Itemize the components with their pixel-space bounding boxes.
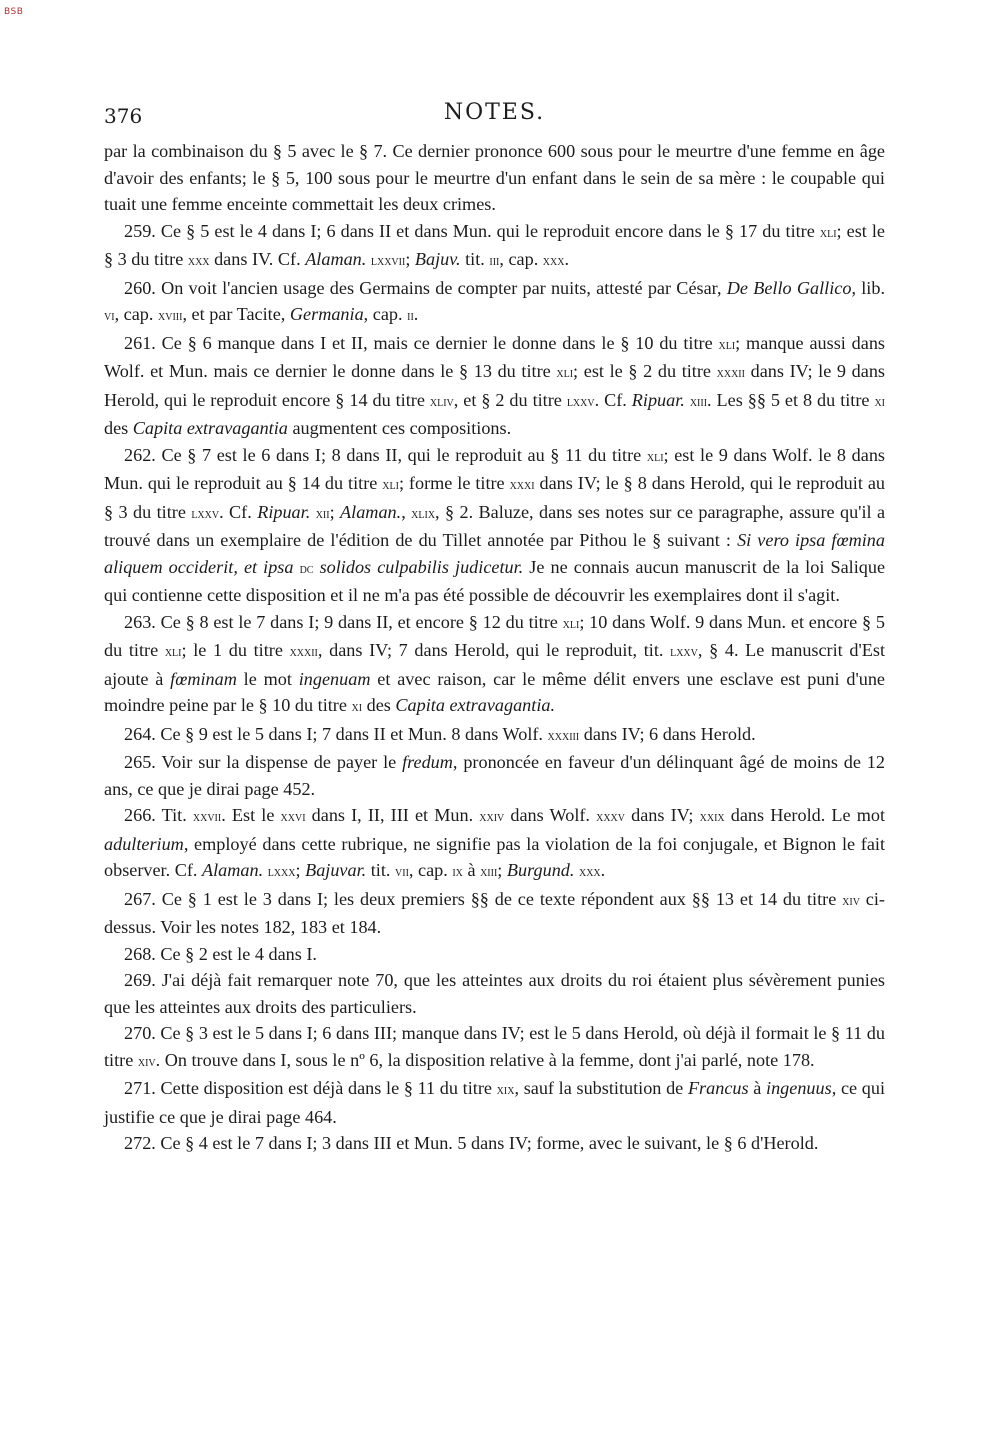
italic-text: Ripuar. — [631, 389, 685, 410]
italic-text: Bajuvar. — [305, 860, 367, 880]
small-caps-text: xxx — [578, 864, 601, 880]
note-text: ci-dessus. Voir les notes 182, 183 et 184. — [104, 888, 885, 937]
small-caps-text: xxx — [187, 253, 210, 269]
note-text: , cap. — [408, 860, 453, 880]
small-caps-text: xli — [382, 477, 399, 493]
note-text: le mot — [236, 668, 299, 689]
note-text: ; — [405, 249, 415, 269]
note-text: , sauf la substitution de — [514, 1078, 688, 1098]
italic-text: Capita extravagantia. — [395, 695, 556, 715]
note-text: ; est le § 2 du titre — [573, 361, 717, 381]
small-caps-text: lxxv — [670, 644, 698, 660]
note-paragraph — [104, 1130, 885, 1157]
small-caps-text: lxxvii — [370, 253, 406, 269]
italic-text: fœminam — [170, 668, 237, 689]
small-caps-text: xxxv — [596, 809, 625, 825]
note-text: , lib. — [851, 277, 885, 298]
small-caps-text: xxxii — [716, 365, 745, 381]
small-caps-text: xxvii — [192, 809, 222, 825]
library-watermark: BSB — [4, 7, 24, 17]
small-caps-text: ix — [452, 864, 463, 880]
small-caps-text: xix — [496, 1082, 515, 1098]
italic-text: adulterium — [104, 833, 184, 854]
note-text: ; — [497, 860, 507, 880]
italic-text: Francus — [687, 1078, 749, 1098]
small-caps-text: xli — [646, 448, 664, 465]
book-page — [104, 98, 885, 1157]
small-caps-text: xviii — [158, 308, 183, 324]
note-text: dans IV; le 9 dans Herold, qui le reproduit encore § 14 du titre — [104, 361, 886, 410]
note-text: 265. Voir sur la dispense de payer le — [124, 752, 403, 772]
page-number: 376 — [104, 104, 143, 128]
small-caps-text: xii — [315, 505, 330, 522]
note-text: . Est le — [221, 805, 281, 825]
note-text: Je ne connais aucun manuscrit de la loi Salique qui contienne cette disposition et il ne m'a pas été possible de découvrir les exemplaires dont il s'agit. — [104, 556, 886, 605]
note-text: 264. Ce § 9 est le 5 dans I; 7 dans II et Mun. 8 dans Wolf. — [124, 723, 548, 744]
italic-text: Alaman. — [202, 860, 264, 880]
note-text: 271. Cette disposition est déjà dans le § 11 du titre — [124, 1078, 497, 1098]
note-paragraph — [104, 1020, 885, 1075]
note-paragraph — [104, 721, 885, 750]
note-text: ; est le § 3 du titre — [104, 220, 886, 269]
note-text: des — [104, 418, 133, 438]
note-text: . Cf. — [219, 501, 258, 522]
note-text: dans Herold. Le mot — [724, 805, 886, 825]
note-text: par la combinaison du § 5 avec le § 7. Ce dernier prononce 600 sous pour le meurtre d'une femme en âge d'avoir des enfants; le § 5, 100 sous pour le meurtre d'un enfant dans le sein de sa mère : le coupable qui tuait une femme enceinte commettait les deux crimes. — [104, 141, 885, 214]
note-text: . — [600, 860, 606, 880]
italic-text: Ripuar. — [257, 501, 311, 522]
note-paragraph — [104, 967, 885, 1020]
small-caps-text: xxxi — [509, 477, 535, 493]
small-caps-text: xliv — [429, 393, 454, 410]
note-text: augmentent ces compositions. — [287, 418, 512, 438]
note-text: 267. Ce § 1 est le 3 dans I; les deux premiers §§ de ce texte répondent aux §§ 13 et 14 du titre — [124, 888, 843, 909]
note-paragraph — [104, 609, 885, 721]
small-caps-text: lxxx — [267, 864, 296, 880]
note-text: . Cf. — [594, 389, 632, 410]
small-caps-text: xi — [351, 699, 363, 715]
note-text: , et par Tacite, — [182, 304, 290, 324]
italic-text: Si vero ipsa fœmina aliquem occiderit, et ipsa — [104, 530, 885, 577]
page-header — [104, 98, 885, 138]
note-text: tit. — [366, 860, 396, 880]
small-caps-text: xiv — [137, 1053, 156, 1070]
running-title: NOTES. — [443, 100, 546, 125]
note-text: des — [362, 695, 396, 715]
note-text: , dans IV; 7 dans Herold, qui le reproduit, tit. — [317, 640, 671, 660]
small-caps-text: xiii — [689, 393, 708, 410]
note-paragraph — [104, 218, 885, 275]
italic-text: Capita extravagantia — [132, 418, 288, 438]
small-caps-text: xxxii — [289, 644, 318, 660]
note-text: dans I, II, III et Mun. — [305, 805, 480, 825]
note-text: . — [413, 304, 419, 324]
notes-body — [104, 138, 885, 1157]
note-text: à — [462, 860, 481, 880]
note-text: dans IV. Cf. — [209, 249, 306, 269]
note-text: dans IV; le § 8 dans Herold, qui le reproduit au § 3 du titre — [104, 473, 885, 522]
note-text: 263. Ce § 8 est le 7 dans I; 9 dans II, et encore § 12 du titre — [124, 611, 563, 632]
note-text: 269. J'ai déjà fait remarquer note 70, que les atteintes aux droits du roi étaient plus sévèrement punies que les atteintes aux droits des particuliers. — [104, 970, 885, 1017]
note-text: à — [748, 1078, 767, 1098]
note-text: ; — [329, 501, 341, 522]
note-text: , et § 2 du titre — [453, 389, 567, 410]
note-text: ; — [295, 860, 306, 880]
small-caps-text: xxvi — [280, 809, 306, 825]
small-caps-text: xlix — [411, 505, 436, 522]
small-caps-text: xxx — [542, 253, 565, 269]
italic-text: De Bello Gallico — [726, 277, 852, 298]
small-caps-text: xli — [164, 644, 182, 660]
note-text: . On trouve dans I, sous le nº 6, la disposition relative à la femme, dont j'ai parlé, note 178. — [155, 1049, 815, 1070]
note-paragraph — [104, 1075, 885, 1130]
note-text: , employé dans cette rubrique, ne signifie pas la violation de la foi conjugale, et Bignon le fait observer. Cf. — [104, 833, 885, 880]
note-text: dans IV; — [625, 805, 700, 825]
italic-text: Bajuv. — [414, 249, 461, 269]
small-caps-text: lxxv — [191, 505, 220, 522]
note-paragraph — [104, 941, 885, 968]
note-text: ; forme le titre — [398, 473, 510, 493]
small-caps-text: xli — [562, 615, 580, 632]
note-text: ; est le 9 dans Wolf. le 8 dans Mun. qui le reproduit au § 14 du titre — [104, 444, 885, 493]
small-caps-text: xi — [874, 393, 885, 410]
note-paragraph — [104, 330, 885, 442]
italic-text: fredum — [402, 752, 453, 772]
note-text: 262. Ce § 7 est le 6 dans I; 8 dans II, qui le reproduit au § 11 du titre — [124, 444, 647, 465]
italic-text: solidos culpabilis judicetur. — [319, 556, 524, 577]
note-text: , § 2. Baluze, dans ses notes sur ce paragraphe, assure qu'il a trouvé dans un exemplaire de l'édition de du Tillet annotée par Pithou le § suivant : — [104, 501, 886, 550]
note-text: 270. Ce § 3 est le 5 dans I; 6 dans III; manque dans IV; est le 5 dans Herold, où déjà il formait le § 11 du titre — [104, 1023, 885, 1070]
note-text: , — [401, 501, 412, 522]
note-text: dans IV; 6 dans Herold. — [579, 723, 756, 744]
small-caps-text: xli — [556, 365, 574, 381]
italic-text: Germania — [289, 304, 364, 324]
note-text: ; 10 dans Wolf. 9 dans Mun. et encore § 5 du titre — [104, 611, 885, 660]
small-caps-text: xiii — [480, 864, 498, 880]
italic-text: Burgund. — [506, 860, 575, 880]
note-text: dans Wolf. — [504, 805, 597, 825]
note-text: et avec raison, car le même délit envers une esclave est puni d'une moindre peine par le § 10 du titre — [104, 668, 886, 715]
note-text: 260. On voit l'ancien usage des Germains de compter par nuits, attesté par César, — [124, 277, 727, 298]
small-caps-text: dc — [299, 560, 314, 577]
italic-text: Alaman. — [340, 501, 402, 522]
note-text: 261. Ce § 6 manque dans I et II, mais ce dernier le donne dans le § 10 du titre — [124, 332, 719, 353]
note-text: ; manque aussi dans Wolf. et Mun. mais ce dernier le donne dans le § 13 du titre — [104, 332, 886, 381]
note-text: tit. — [460, 249, 490, 269]
note-paragraph — [104, 275, 885, 330]
small-caps-text: xli — [718, 336, 736, 353]
note-paragraph — [104, 886, 885, 941]
note-text: , cap. — [499, 249, 543, 269]
small-caps-text: iii — [489, 253, 500, 269]
small-caps-text: xiv — [842, 892, 860, 909]
small-caps-text: vii — [395, 864, 409, 880]
italic-text: ingenuus — [766, 1078, 832, 1098]
small-caps-text: xxix — [699, 809, 725, 825]
small-caps-text: vi — [104, 308, 115, 324]
small-caps-text: xxiv — [479, 809, 505, 825]
note-text: ; le 1 du titre — [181, 640, 290, 660]
italic-text: Alaman. — [305, 249, 367, 269]
small-caps-text: xli — [819, 224, 837, 241]
note-text: , cap. — [363, 304, 408, 324]
note-text: , § 4. Le manuscrit d'Est ajoute à — [104, 640, 885, 689]
note-paragraph — [104, 442, 885, 609]
note-text: 268. Ce § 2 est le 4 dans I. — [124, 943, 317, 964]
note-text: , ce qui justifie ce que je dirai page 464. — [104, 1078, 886, 1127]
note-paragraph — [104, 802, 885, 886]
note-paragraph — [104, 749, 885, 802]
note-text: , prononcée en faveur d'un délinquant âgé de moins de 12 ans, ce que je dirai page 452. — [104, 752, 885, 799]
note-text: . — [564, 249, 570, 269]
small-caps-text: lxxv — [566, 393, 595, 410]
small-caps-text: ii — [407, 308, 414, 324]
continued-paragraph — [104, 138, 885, 218]
note-text: 259. Ce § 5 est le 4 dans I; 6 dans II et dans Mun. qui le reproduit encore dans le § 17 du titre — [124, 220, 820, 241]
note-text: 266. Tit. — [124, 805, 193, 825]
small-caps-text: xxxiii — [547, 727, 580, 744]
note-text: 272. Ce § 4 est le 7 dans I; 3 dans III et Mun. 5 dans IV; forme, avec le suivant, le § 6 d'Herold. — [124, 1133, 819, 1153]
note-text: , cap. — [114, 304, 158, 324]
italic-text: ingenuam — [298, 668, 371, 689]
note-text: . Les §§ 5 et 8 du titre — [707, 389, 875, 410]
